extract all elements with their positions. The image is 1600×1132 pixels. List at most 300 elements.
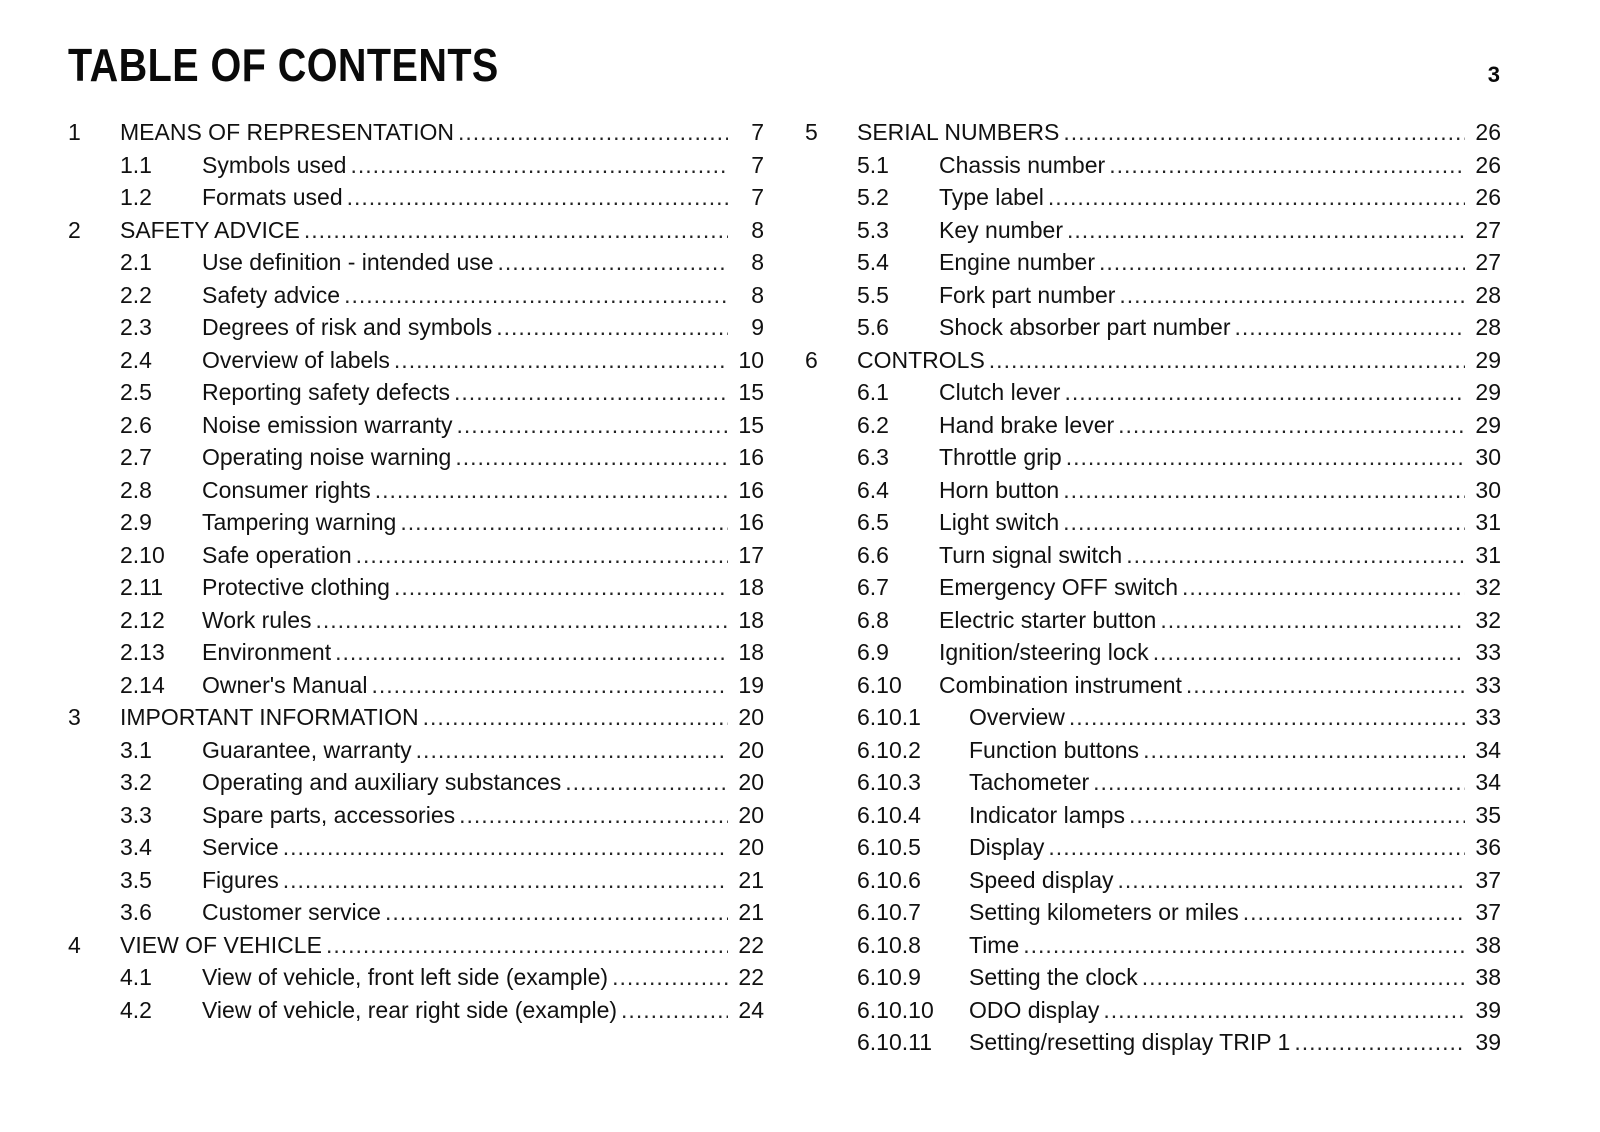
dot-leader <box>1186 669 1465 702</box>
dot-leader <box>1182 571 1465 604</box>
dot-leader <box>454 376 728 409</box>
toc-entry-number: 6.10.2 <box>857 736 921 763</box>
toc-entry-label[interactable]: Safety advice <box>202 279 344 312</box>
toc-entry-page[interactable]: 7 <box>751 151 764 178</box>
toc-entry-level-3[interactable] <box>805 864 1501 897</box>
dot-leader <box>1064 376 1465 409</box>
toc-entry-body <box>969 734 1501 767</box>
toc-entry-number: 4.2 <box>120 996 152 1023</box>
toc-entry-label[interactable]: Overview of labels <box>202 344 394 377</box>
toc-entry-number: 6.10.6 <box>857 866 921 893</box>
toc-entry-body <box>202 831 764 864</box>
toc-entry-body <box>969 831 1501 864</box>
toc-entry-number: 2.6 <box>120 411 152 438</box>
toc-entry-label[interactable]: ODO display <box>969 994 1103 1027</box>
toc-entry-page[interactable]: 21 <box>738 866 764 893</box>
toc-entry-level-2[interactable] <box>68 344 764 377</box>
toc-entry-body <box>202 409 764 442</box>
toc-entry-label[interactable]: Formats used <box>202 181 347 214</box>
toc-entry-number: 2.4 <box>120 346 152 373</box>
toc-entry-body <box>202 474 764 507</box>
toc-entry-page[interactable]: 22 <box>738 931 764 958</box>
toc-entry-number: 6.6 <box>857 541 889 568</box>
toc-entry-page[interactable]: 18 <box>738 639 764 665</box>
toc-entry-page[interactable]: 31 <box>1475 541 1501 568</box>
toc-entry-body <box>202 604 764 637</box>
toc-entry-body <box>202 506 764 539</box>
toc-entry-level-2[interactable] <box>805 636 1501 669</box>
toc-entry-label[interactable]: Consumer rights <box>202 474 375 507</box>
toc-entry-number: 3.4 <box>120 834 152 860</box>
dot-leader <box>621 994 728 1027</box>
toc-entry-level-2[interactable] <box>68 831 764 864</box>
toc-entry-label[interactable]: Ignition/steering lock <box>939 636 1153 669</box>
dot-leader <box>423 701 728 734</box>
toc-entry-label[interactable]: Key number <box>939 214 1067 247</box>
toc-entry-label[interactable]: Combination instrument <box>939 669 1186 702</box>
toc-entry-body <box>939 279 1501 312</box>
toc-entry-label[interactable]: Safe operation <box>202 539 356 572</box>
dot-leader <box>394 571 728 604</box>
toc-entry-number: 5.4 <box>857 249 889 275</box>
toc-entry-level-3[interactable] <box>805 831 1501 864</box>
toc-entry-number: 6.10.9 <box>857 964 921 990</box>
toc-entry-number: 2.12 <box>120 606 165 633</box>
toc-entry-label[interactable]: Throttle grip <box>939 441 1066 474</box>
toc-entry-page[interactable]: 33 <box>1475 639 1501 665</box>
dot-leader <box>1118 409 1465 442</box>
toc-entry-label[interactable]: Degrees of risk and symbols <box>202 311 496 344</box>
toc-entry-label[interactable]: Fork part number <box>939 279 1119 312</box>
toc-entry-label[interactable]: Horn button <box>939 474 1063 507</box>
toc-entry-body <box>202 896 764 929</box>
toc-entry-label[interactable]: Customer service <box>202 896 385 929</box>
toc-entry-body <box>202 669 764 702</box>
toc-entry-body <box>202 539 764 572</box>
toc-entry-label[interactable]: Service <box>202 831 283 864</box>
toc-entry-body <box>939 409 1501 442</box>
toc-entry-number: 6.10.1 <box>857 704 921 730</box>
toc-entry-number: 6.10.4 <box>857 801 921 828</box>
toc-entry-level-2[interactable] <box>805 441 1501 474</box>
toc-entry-page[interactable]: 32 <box>1475 574 1501 600</box>
toc-entry-page[interactable]: 28 <box>1475 314 1501 340</box>
toc-entry-level-2[interactable] <box>68 279 764 312</box>
toc-entry-body <box>939 376 1501 409</box>
toc-entry-page[interactable]: 27 <box>1475 216 1501 243</box>
toc-entry-label[interactable]: Engine number <box>939 246 1099 279</box>
toc-entry-label[interactable]: SAFETY ADVICE <box>120 214 304 247</box>
toc-entry-page[interactable]: 20 <box>738 736 764 763</box>
toc-entry-level-1[interactable] <box>68 116 764 149</box>
toc-entry-level-3[interactable] <box>805 929 1501 962</box>
toc-entry-label[interactable]: CONTROLS <box>857 344 989 377</box>
toc-entry-label[interactable]: View of vehicle, front left side (example) <box>202 961 612 994</box>
dot-leader <box>283 864 728 897</box>
toc-entry-page[interactable]: 39 <box>1475 1029 1501 1055</box>
toc-entry-body <box>202 961 764 994</box>
toc-entry-body <box>939 539 1501 572</box>
dot-leader <box>316 604 729 637</box>
toc-entry-label[interactable]: Operating and auxiliary substances <box>202 766 565 799</box>
toc-entry-body <box>969 766 1501 799</box>
toc-entry-number: 6.8 <box>857 606 889 633</box>
toc-entry-page[interactable]: 35 <box>1475 801 1501 828</box>
toc-entry-level-2[interactable] <box>68 571 764 604</box>
toc-entry-body <box>969 994 1501 1027</box>
dot-leader <box>1103 994 1465 1027</box>
toc-entry-level-1[interactable] <box>805 344 1501 377</box>
toc-entry-level-2[interactable] <box>68 181 764 214</box>
dot-leader <box>1153 636 1465 669</box>
toc-entry-number: 6.10.10 <box>857 996 934 1023</box>
toc-entry-body <box>202 441 764 474</box>
toc-entry-page[interactable]: 26 <box>1475 119 1501 145</box>
dot-leader <box>1069 701 1465 734</box>
toc-entry-level-3[interactable] <box>805 1026 1501 1059</box>
toc-entry-label[interactable]: Speed display <box>969 864 1118 897</box>
toc-entry-label[interactable]: Turn signal switch <box>939 539 1126 572</box>
toc-entry-number: 2.9 <box>120 509 152 535</box>
toc-entry-page[interactable]: 37 <box>1475 866 1501 893</box>
toc-entry-page[interactable]: 32 <box>1475 606 1501 633</box>
toc-entry-body <box>857 116 1501 149</box>
toc-entry-page[interactable]: 16 <box>738 509 764 535</box>
toc-entry-label[interactable]: Reporting safety defects <box>202 376 454 409</box>
dot-leader <box>1129 799 1465 832</box>
toc-entry-number: 2.7 <box>120 444 152 470</box>
toc-entry-level-1[interactable] <box>805 116 1501 149</box>
toc-entry-label[interactable]: Function buttons <box>969 734 1143 767</box>
toc-entry-level-2[interactable] <box>805 506 1501 539</box>
toc-entry-label[interactable]: Spare parts, accessories <box>202 799 459 832</box>
toc-entry-label[interactable]: Setting the clock <box>969 961 1142 994</box>
toc-entry-label[interactable]: Figures <box>202 864 283 897</box>
dot-leader <box>416 734 728 767</box>
toc-entry-page[interactable]: 30 <box>1475 444 1501 470</box>
toc-entry-label[interactable]: Tachometer <box>969 766 1093 799</box>
toc-entry-page[interactable]: 20 <box>738 834 764 860</box>
dot-leader <box>1048 831 1465 864</box>
toc-entry-body <box>969 1026 1501 1059</box>
toc-entry-label[interactable]: Electric starter button <box>939 604 1160 637</box>
toc-entry-body <box>939 474 1501 507</box>
toc-entry-label[interactable]: MEANS OF REPRESENTATION <box>120 116 458 149</box>
toc-entry-page[interactable]: 38 <box>1475 931 1501 958</box>
toc-entry-level-1[interactable] <box>68 701 764 734</box>
toc-entry-number: 2.8 <box>120 476 152 503</box>
toc-entry-number: 3.2 <box>120 769 152 795</box>
toc-entry-level-1[interactable] <box>68 929 764 962</box>
toc-entry-label[interactable]: Operating noise warning <box>202 441 455 474</box>
page-title: TABLE OF CONTENTS <box>68 39 499 91</box>
toc-entry-label[interactable]: Noise emission warranty <box>202 409 457 442</box>
toc-entry-page[interactable]: 38 <box>1475 964 1501 990</box>
dot-leader <box>455 441 728 474</box>
toc-entry-level-3[interactable] <box>805 766 1501 799</box>
toc-entry-body <box>202 279 764 312</box>
toc-entry-level-3[interactable] <box>805 734 1501 767</box>
dot-leader <box>1243 896 1465 929</box>
dot-leader <box>498 246 728 279</box>
toc-entry-label[interactable]: Work rules <box>202 604 316 637</box>
toc-entry-page[interactable]: 27 <box>1475 249 1501 275</box>
toc-entry-page[interactable]: 20 <box>738 704 764 730</box>
toc-entry-body <box>202 636 764 669</box>
toc-entry-level-3[interactable] <box>805 994 1501 1027</box>
toc-entry-label[interactable]: Setting kilometers or miles <box>969 896 1243 929</box>
toc-entry-number: 5 <box>805 119 818 145</box>
toc-entry-number: 3.1 <box>120 736 152 763</box>
toc-entry-level-2[interactable] <box>68 441 764 474</box>
toc-entry-level-2[interactable] <box>68 246 764 279</box>
toc-entry-number: 2.2 <box>120 281 152 308</box>
dot-leader <box>385 896 728 929</box>
toc-entry-page[interactable]: 8 <box>751 281 764 308</box>
toc-entry-level-2[interactable] <box>805 279 1501 312</box>
toc-entry-number: 4.1 <box>120 964 152 990</box>
toc-entry-level-2[interactable] <box>68 896 764 929</box>
toc-entry-label[interactable]: Setting/resetting display TRIP 1 <box>969 1026 1294 1059</box>
toc-entry-page[interactable]: 9 <box>751 314 764 340</box>
toc-entry-level-2[interactable] <box>805 571 1501 604</box>
toc-entry-page[interactable]: 28 <box>1475 281 1501 308</box>
toc-entry-page[interactable]: 20 <box>738 769 764 795</box>
toc-entry-page[interactable]: 33 <box>1475 704 1501 730</box>
dot-leader <box>459 799 728 832</box>
toc-entry-body <box>969 701 1501 734</box>
toc-entry-label[interactable]: Symbols used <box>202 149 350 182</box>
toc-entry-number: 6.1 <box>857 379 889 405</box>
toc-entry-level-2[interactable] <box>805 181 1501 214</box>
dot-leader <box>1093 766 1465 799</box>
toc-entry-label[interactable]: Shock absorber part number <box>939 311 1235 344</box>
toc-entry-number: 2 <box>68 216 81 243</box>
toc-entry-label[interactable]: VIEW OF VEHICLE <box>120 929 326 962</box>
toc-entry-body <box>939 441 1501 474</box>
toc-entry-level-2[interactable] <box>805 474 1501 507</box>
toc-entry-number: 6.10.8 <box>857 931 921 958</box>
toc-entry-label[interactable]: View of vehicle, rear right side (example) <box>202 994 621 1027</box>
toc-entry-label[interactable]: Chassis number <box>939 149 1109 182</box>
toc-entry-label[interactable]: Display <box>969 831 1048 864</box>
toc-entry-body <box>202 344 764 377</box>
toc-entry-page[interactable]: 33 <box>1475 671 1501 698</box>
toc-entry-level-2[interactable] <box>68 604 764 637</box>
toc-entry-page[interactable]: 8 <box>751 216 764 243</box>
dot-leader <box>335 636 728 669</box>
dot-leader <box>496 311 728 344</box>
toc-entry-level-2[interactable] <box>68 149 764 182</box>
toc-entry-label[interactable]: Guarantee, warranty <box>202 734 416 767</box>
toc-entry-page[interactable]: 34 <box>1475 769 1501 795</box>
dot-leader <box>350 149 728 182</box>
toc-entry-label[interactable]: Light switch <box>939 506 1063 539</box>
dot-leader <box>1067 214 1465 247</box>
toc-entry-page[interactable]: 19 <box>738 671 764 698</box>
toc-entry-body <box>202 864 764 897</box>
toc-entry-label[interactable]: Overview <box>969 701 1069 734</box>
toc-entry-page[interactable]: 18 <box>738 574 764 600</box>
toc-entry-level-3[interactable] <box>805 961 1501 994</box>
toc-entry-label[interactable]: Emergency OFF switch <box>939 571 1182 604</box>
toc-entry-level-2[interactable] <box>805 376 1501 409</box>
toc-entry-level-2[interactable] <box>68 636 764 669</box>
dot-leader <box>1063 116 1465 149</box>
toc-entry-body <box>202 994 764 1027</box>
toc-entry-page[interactable]: 16 <box>738 444 764 470</box>
toc-entry-label[interactable]: Indicator lamps <box>969 799 1129 832</box>
dot-leader <box>304 214 728 247</box>
toc-entry-label[interactable]: Clutch lever <box>939 376 1064 409</box>
toc-entry-label[interactable]: Use definition - intended use <box>202 246 498 279</box>
toc-entry-label[interactable]: Protective clothing <box>202 571 394 604</box>
dot-leader <box>347 181 728 214</box>
toc-entry-page[interactable]: 37 <box>1475 899 1501 925</box>
toc-entry-page[interactable]: 17 <box>738 541 764 568</box>
toc-entry-page[interactable]: 31 <box>1475 509 1501 535</box>
toc-entry-level-2[interactable] <box>68 766 764 799</box>
toc-entry-level-2[interactable] <box>805 604 1501 637</box>
toc-entry-level-2[interactable] <box>805 246 1501 279</box>
toc-entry-number: 2.13 <box>120 639 165 665</box>
dot-leader <box>458 116 728 149</box>
toc-entry-level-2[interactable] <box>68 474 764 507</box>
toc-entry-body <box>939 246 1501 279</box>
toc-entry-body <box>120 929 764 962</box>
toc-entry-page[interactable]: 18 <box>738 606 764 633</box>
toc-entry-page[interactable]: 22 <box>738 964 764 990</box>
dot-leader <box>1294 1026 1465 1059</box>
toc-entry-label[interactable]: Tampering warning <box>202 506 400 539</box>
toc-entry-body <box>202 311 764 344</box>
toc-entry-label[interactable]: IMPORTANT INFORMATION <box>120 701 423 734</box>
toc-entry-body <box>202 799 764 832</box>
toc-entry-page[interactable]: 29 <box>1475 411 1501 438</box>
toc-entry-body <box>120 701 764 734</box>
toc-entry-number: 5.1 <box>857 151 889 178</box>
toc-entry-level-2[interactable] <box>805 214 1501 247</box>
toc-entry-level-2[interactable] <box>805 539 1501 572</box>
page-number: 3 <box>1487 62 1500 87</box>
toc-entry-level-3[interactable] <box>805 896 1501 929</box>
toc-entry-level-3[interactable] <box>805 701 1501 734</box>
toc-entry-number: 6.4 <box>857 476 889 503</box>
dot-leader <box>1119 279 1465 312</box>
toc-entry-page[interactable]: 20 <box>738 801 764 828</box>
toc-entry-level-2[interactable] <box>68 539 764 572</box>
toc-entry-level-1[interactable] <box>68 214 764 247</box>
toc-entry-body <box>202 376 764 409</box>
toc-entry-page[interactable]: 26 <box>1475 184 1501 210</box>
toc-entry-level-2[interactable] <box>68 311 764 344</box>
toc-entry-number: 6.10.11 <box>857 1029 933 1055</box>
toc-entry-number: 6.5 <box>857 509 889 535</box>
toc-entry-number: 2.14 <box>120 671 165 698</box>
dot-leader <box>612 961 728 994</box>
toc-entry-level-2[interactable] <box>68 376 764 409</box>
toc-entry-level-2[interactable] <box>68 961 764 994</box>
toc-entry-number: 3.6 <box>120 899 152 925</box>
toc-entry-body <box>202 734 764 767</box>
toc-entry-body <box>939 149 1501 182</box>
toc-entry-body <box>939 214 1501 247</box>
dot-leader <box>400 506 728 539</box>
toc-entry-number: 6.10.3 <box>857 769 921 795</box>
toc-entry-page[interactable]: 15 <box>738 379 764 405</box>
toc-entry-number: 5.5 <box>857 281 889 308</box>
toc-entry-page[interactable]: 26 <box>1475 151 1501 178</box>
toc-entry-page[interactable]: 15 <box>738 411 764 438</box>
dot-leader <box>394 344 728 377</box>
toc-entry-level-2[interactable] <box>68 994 764 1027</box>
toc-entry-page[interactable]: 16 <box>738 476 764 503</box>
toc-entry-level-3[interactable] <box>805 799 1501 832</box>
toc-entry-number: 5.2 <box>857 184 889 210</box>
toc-entry-page[interactable]: 34 <box>1475 736 1501 763</box>
toc-entry-body <box>969 896 1501 929</box>
toc-entry-page[interactable]: 7 <box>751 184 764 210</box>
toc-entry-level-2[interactable] <box>68 864 764 897</box>
toc-entry-body <box>939 571 1501 604</box>
toc-entry-number: 1.2 <box>120 184 152 210</box>
toc-entry-page[interactable]: 39 <box>1475 996 1501 1023</box>
toc-entry-page[interactable]: 24 <box>738 996 764 1023</box>
toc-entry-body <box>939 604 1501 637</box>
dot-leader <box>565 766 728 799</box>
dot-leader <box>1126 539 1465 572</box>
toc-entry-number: 3 <box>68 704 81 730</box>
toc-entry-number: 1 <box>68 119 81 145</box>
toc-entry-page[interactable]: 30 <box>1475 476 1501 503</box>
toc-entry-page[interactable]: 29 <box>1475 379 1501 405</box>
toc-entry-label[interactable]: Environment <box>202 636 335 669</box>
toc-entry-number: 5.3 <box>857 216 889 243</box>
toc-entry-body <box>202 766 764 799</box>
toc-entry-page[interactable]: 21 <box>738 899 764 925</box>
toc-entry-number: 4 <box>68 931 81 958</box>
toc-entry-page[interactable]: 8 <box>751 249 764 275</box>
toc-entry-number: 6.10.7 <box>857 899 921 925</box>
toc-entry-label[interactable]: Type label <box>939 181 1048 214</box>
toc-entry-level-2[interactable] <box>805 669 1501 702</box>
toc-entry-page[interactable]: 29 <box>1475 346 1501 373</box>
toc-entry-number: 6.2 <box>857 411 889 438</box>
toc-entry-level-2[interactable] <box>68 734 764 767</box>
toc-entry-page[interactable]: 7 <box>751 119 764 145</box>
toc-entry-level-2[interactable] <box>805 409 1501 442</box>
dot-leader <box>1066 441 1465 474</box>
toc-entry-number: 6.9 <box>857 639 889 665</box>
toc-entry-level-2[interactable] <box>68 409 764 442</box>
toc-entry-label[interactable]: Hand brake lever <box>939 409 1118 442</box>
toc-entry-label[interactable]: Time <box>969 929 1023 962</box>
toc-entry-page[interactable]: 36 <box>1475 834 1501 860</box>
dot-leader <box>1235 311 1466 344</box>
toc-entry-body <box>939 669 1501 702</box>
toc-entry-level-2[interactable] <box>68 799 764 832</box>
toc-entry-level-2[interactable] <box>805 311 1501 344</box>
toc-entry-level-2[interactable] <box>805 149 1501 182</box>
toc-entry-label[interactable]: SERIAL NUMBERS <box>857 116 1063 149</box>
toc-left-column <box>68 116 764 1026</box>
dot-leader <box>375 474 728 507</box>
toc-entry-label[interactable]: Owner's Manual <box>202 669 371 702</box>
toc-entry-page[interactable]: 10 <box>738 346 764 373</box>
toc-entry-number: 6.7 <box>857 574 889 600</box>
toc-entry-level-2[interactable] <box>68 506 764 539</box>
toc-entry-level-2[interactable] <box>68 669 764 702</box>
